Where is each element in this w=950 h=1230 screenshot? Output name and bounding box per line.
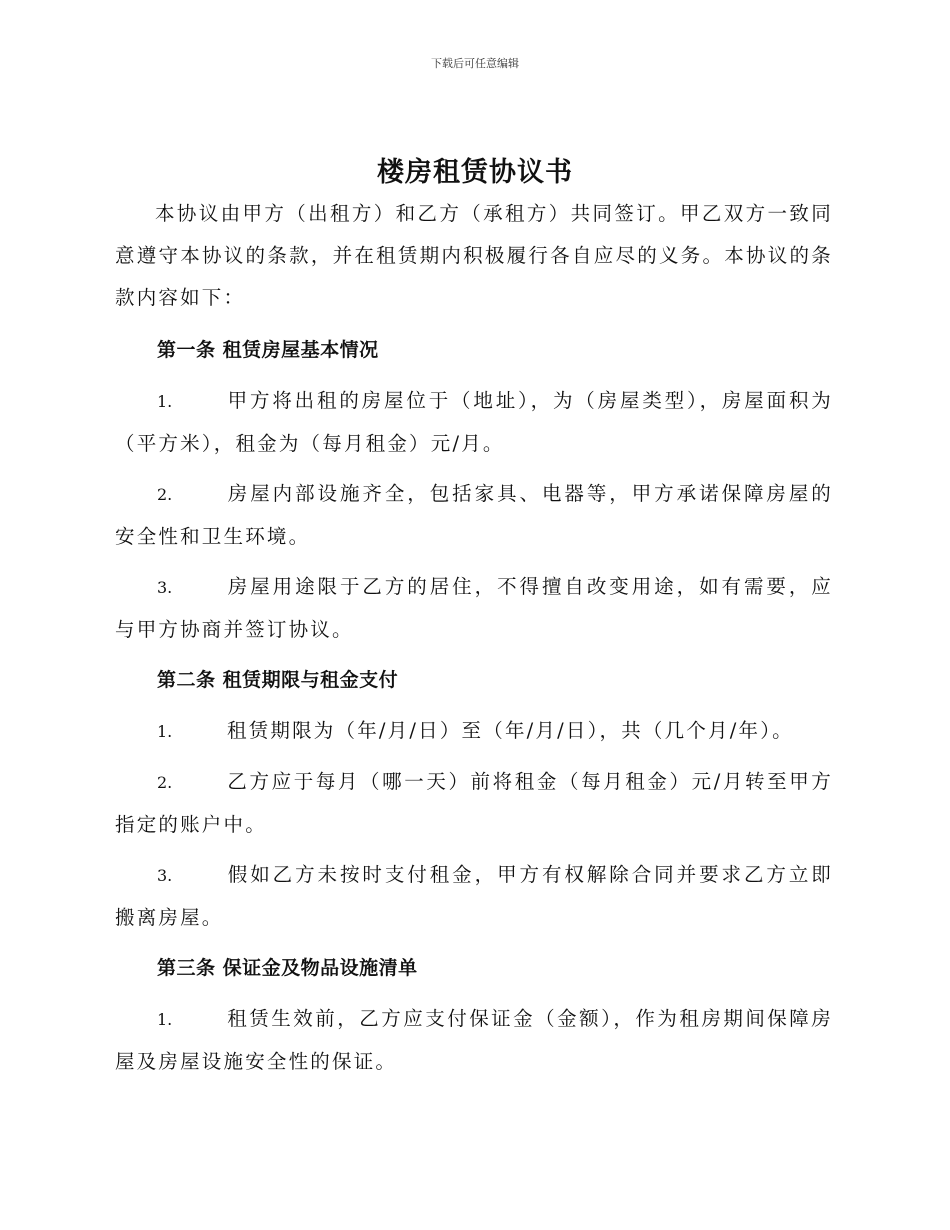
- clause-number: 2.: [157, 485, 173, 504]
- clause-text: 甲方将出租的房屋位于（地址），为（房屋类型），房屋面积为（平方米），租金为（每月租金）元/月。: [115, 389, 833, 455]
- clause-item: [115, 998, 833, 1083]
- clause-item: [115, 473, 833, 558]
- clause-item: [115, 854, 833, 939]
- clause-item: [115, 380, 833, 465]
- clause-number: 1.: [157, 392, 173, 411]
- clause-number: 2.: [157, 773, 173, 792]
- section-heading: 第二条 租赁期限与租金支付: [157, 669, 399, 691]
- clause-number: 1.: [157, 722, 173, 741]
- clause-text: 假如乙方未按时支付租金，甲方有权解除合同并要求乙方立即搬离房屋。: [115, 863, 833, 929]
- section-heading: 第三条 保证金及物品设施清单: [157, 957, 418, 979]
- clause-item: [115, 710, 833, 753]
- clause-text: 租赁生效前，乙方应支付保证金（金额），作为租房期间保障房屋及房屋设施安全性的保证。: [115, 1007, 833, 1073]
- clause-item: [115, 761, 833, 846]
- intro-paragraph: 本协议由甲方（出租方）和乙方（承租方）共同签订。甲乙双方一致同意遵守本协议的条款，并在租赁期内积极履行各自应尽的义务。本协议的条款内容如下：: [115, 202, 833, 309]
- clause-number: 3.: [157, 866, 173, 885]
- document-title: 楼房租赁协议书: [377, 157, 573, 188]
- section-1: [115, 329, 833, 651]
- section-heading: 第一条 租赁房屋基本情况: [157, 339, 379, 361]
- clause-number: 3.: [157, 578, 173, 597]
- document-body: [115, 193, 833, 1091]
- clause-number: 1.: [157, 1010, 173, 1029]
- clause-text: 房屋用途限于乙方的居住，不得擅自改变用途，如有需要，应与甲方协商并签订协议。: [115, 575, 833, 641]
- clause-text: 乙方应于每月（哪一天）前将租金（每月租金）元/月转至甲方指定的账户中。: [115, 770, 833, 836]
- clause-item: [115, 566, 833, 651]
- section-2: [115, 659, 833, 939]
- clause-text: 租赁期限为（年/月/日）至（年/月/日），共（几个月/年）。: [227, 719, 794, 742]
- section-3: [115, 947, 833, 1083]
- header-note: 下载后可任意编辑: [431, 57, 519, 70]
- clause-text: 房屋内部设施齐全，包括家具、电器等，甲方承诺保障房屋的安全性和卫生环境。: [115, 482, 833, 548]
